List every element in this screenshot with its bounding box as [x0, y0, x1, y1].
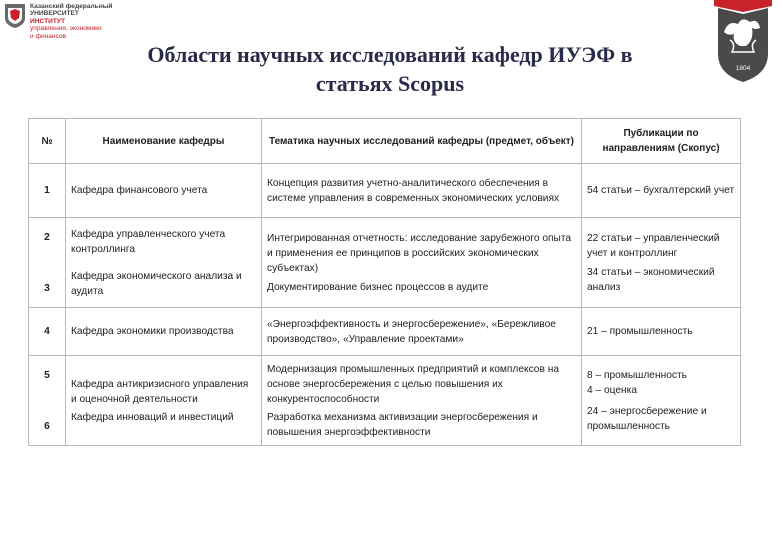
- kfu-shield-emblem-icon: [712, 0, 774, 84]
- header-dept: Наименование кафедры: [66, 119, 262, 164]
- row-pubs-line: 4 – оценка: [587, 384, 638, 396]
- row-topic-merged: [262, 356, 582, 446]
- research-areas-table: [28, 118, 741, 446]
- row-pubs: 54 статьи – бухгалтерский учет: [582, 164, 741, 218]
- row-topic: Модернизация промышленных предприятий и комплексов на основе энергосбережения с целью повышения их конкурентоспособности: [267, 363, 560, 405]
- row-topic: Интегрированная отчетность: исследование зарубежного опыта и применения ее принципов в российских экономических субъектах): [267, 232, 572, 274]
- row-dept: Кафедра финансового учета: [66, 164, 262, 218]
- institute-logo: [4, 3, 134, 43]
- emblem-year: 1804: [735, 65, 751, 72]
- logo-line-1: Казанский федеральный: [30, 3, 113, 10]
- row-num: 3: [44, 282, 50, 294]
- logo-line-5: и финансов: [30, 32, 67, 40]
- row-dept: Кафедра антикризисного управления и оценочной деятельности: [71, 378, 249, 405]
- header-num: №: [29, 119, 66, 164]
- row-num: 2: [44, 231, 50, 243]
- row-num-merged: [29, 218, 66, 308]
- table-row-merged: [29, 356, 741, 446]
- row-pubs: 34 статьи – экономический анализ: [587, 266, 715, 293]
- row-dept: Кафедра инноваций и инвестиций: [71, 411, 234, 423]
- table-row: [29, 164, 741, 218]
- header-pubs: Публикации по направлениям (Скопус): [582, 119, 741, 164]
- row-topic: Концепция развития учетно-аналитического обеспечения в системе управления в современных экономических условиях: [262, 164, 582, 218]
- row-dept: Кафедра управленческого учета контроллинга: [71, 228, 226, 255]
- row-pubs-line: 8 – промышленность: [587, 369, 687, 381]
- title-line-1: Области научных исследований кафедр ИУЭФ в: [147, 42, 633, 67]
- row-num: 1: [29, 164, 66, 218]
- title-line-2: статьях Scopus: [315, 71, 465, 96]
- row-num-merged: [29, 356, 66, 446]
- row-topic-merged: [262, 218, 582, 308]
- row-num: 5: [44, 369, 50, 381]
- university-emblem-icon: [4, 3, 26, 29]
- row-dept: Кафедра экономического анализа и аудита: [71, 270, 242, 297]
- row-dept-merged: [66, 218, 262, 308]
- logo-line-4: управления, экономики: [30, 25, 102, 33]
- row-pubs: 24 – энергосбережение и промышленность: [587, 405, 707, 432]
- row-num: 4: [29, 308, 66, 356]
- row-dept: Кафедра экономики производства: [66, 308, 262, 356]
- row-num: 6: [44, 420, 50, 432]
- row-pubs-merged: [582, 218, 741, 308]
- row-topic: Разработка механизма активизации энергосбережения и повышения энергоэффективности: [267, 411, 538, 438]
- logo-line-3: ИНСТИТУТ: [30, 17, 66, 25]
- page-title: [110, 40, 670, 98]
- row-pubs: 22 статьи – управленческий учет и контроллинг: [587, 232, 720, 259]
- row-topic: «Энергоэффективность и энергосбережение», «Бережливое производство», «Управление проектами»: [262, 308, 582, 356]
- row-pubs: 21 – промышленность: [582, 308, 741, 356]
- header-topic: Тематика научных исследований кафедры (предмет, объект): [262, 119, 582, 164]
- row-pubs-merged: [582, 356, 741, 446]
- row-topic: Документирование бизнес процессов в аудите: [267, 281, 489, 293]
- table-row-merged: [29, 218, 741, 308]
- logo-line-2: УНИВЕРСИТЕТ: [30, 10, 79, 18]
- row-dept-merged: [66, 356, 262, 446]
- table-row: [29, 308, 741, 356]
- table-header-row: [29, 119, 741, 164]
